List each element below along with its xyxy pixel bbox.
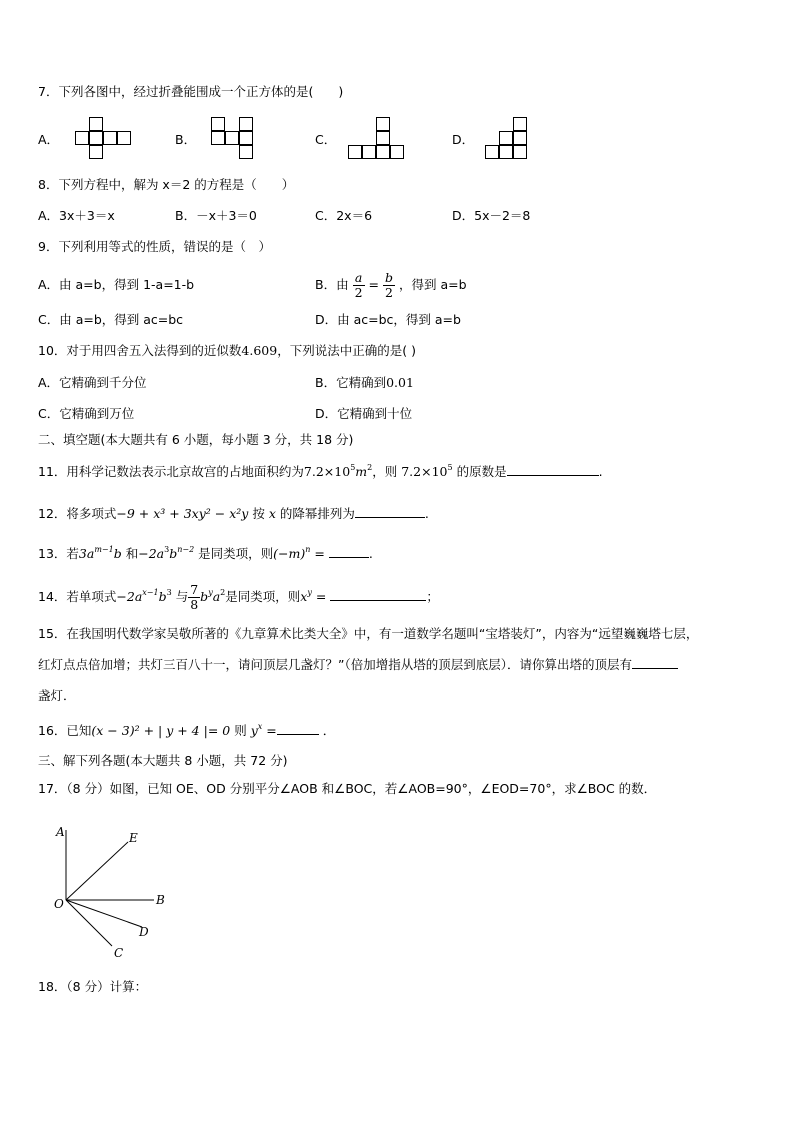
q16-answer-blank[interactable] bbox=[277, 722, 319, 735]
ray-od bbox=[66, 900, 142, 927]
q9-option-d: D．由 ac=bc，得到 a=b bbox=[315, 312, 461, 327]
q18-stem: 18．（8 分）计算： bbox=[38, 979, 148, 994]
label-a: A bbox=[56, 825, 65, 839]
label-o: O bbox=[54, 897, 64, 911]
q13-answer-blank[interactable] bbox=[329, 545, 369, 558]
q8-option-b: B．－x＋3＝0 bbox=[175, 208, 257, 223]
q16: 16．已知(x − 3)² + | y + 4 |= 0 则 $y^x$ = ． bbox=[38, 722, 336, 738]
q7-option-b-label: B． bbox=[175, 132, 197, 147]
q15-line-3: 盏灯． bbox=[38, 688, 76, 703]
q7-stem: 7．下列各图中，经过折叠能围成一个正方体的是( ) bbox=[38, 84, 344, 99]
q13: 13．若$3a^{m-1}b$ 和$-2a^3b^{n-2}$ 是同类项，则$(-m)^n$ = . bbox=[38, 545, 373, 561]
q9-stem: 9．下列利用等式的性质，错误的是（ ） bbox=[38, 239, 271, 254]
section-3-heading: 三、解下列各题(本大题共 8 小题，共 72 分) bbox=[38, 753, 288, 768]
q9-option-c: C．由 a=b，得到 ac=bc bbox=[38, 312, 184, 327]
q8-option-c: C．2x＝6 bbox=[315, 208, 373, 223]
q9-option-b bbox=[315, 268, 467, 302]
q15-line-2: 红灯点点倍加增；共灯三百八十一，请问顶层几盏灯？”（倍加增指从塔的顶层到底层）．请你算出塔的顶层有 bbox=[38, 656, 678, 674]
q9-fraction-b-over-2: $\frac{b}{2}$ bbox=[384, 270, 393, 300]
q15-line-1: 15．在我国明代数学家吴敬所著的《九章算术比类大全》中，有一道数学名题叫“宝塔装灯”，内容为“远望巍巍塔七层， bbox=[38, 626, 699, 641]
q10-option-b: B．它精确到0.01 bbox=[315, 375, 414, 390]
q17-stem: 17．（8 分）如图，已知 OE、OD 分别平分∠AOB 和∠BOC，若∠AOB=90°，∠EOD=70°，求∠BOC 的数． bbox=[38, 781, 657, 796]
q8-stem: 8．下列方程中，解为 x＝2 的方程是（ ） bbox=[38, 177, 295, 192]
q10-stem: 10．对于用四舍五入法得到的近似数4.609，下列说法中正确的是( ) bbox=[38, 343, 416, 358]
q14-answer-blank[interactable] bbox=[330, 588, 426, 601]
q12-answer-blank[interactable] bbox=[355, 505, 425, 518]
q15-answer-blank[interactable] bbox=[632, 656, 678, 669]
q8-option-a: A．3x＋3＝x bbox=[38, 208, 115, 223]
q17-angle-figure bbox=[50, 820, 180, 965]
ray-oc bbox=[66, 900, 112, 946]
q8-option-d: D．5x－2＝8 bbox=[452, 208, 531, 223]
q9-equals: = bbox=[368, 277, 379, 292]
q10-option-d: D．它精确到十位 bbox=[315, 406, 413, 421]
q7-option-d-label: D． bbox=[452, 132, 475, 147]
q12: 12．将多项式−9 + x³ + 3xy² − x²y 按 x 的降幂排列为 . bbox=[38, 506, 429, 521]
ray-oe bbox=[66, 842, 128, 900]
label-c: C bbox=[114, 946, 124, 960]
section-2-heading: 二、填空题(本大题共有 6 小题，每小题 3 分，共 18 分) bbox=[38, 432, 354, 447]
q9-option-b-suffix: ，得到 a=b bbox=[398, 277, 467, 292]
q10-option-c: C．它精确到万位 bbox=[38, 406, 135, 421]
q11: 11．用科学记数法表示北京故宫的占地面积约为$7.2\times 10^5m^2$，则 $7.2\times 10^5$ 的原数是 . bbox=[38, 463, 603, 479]
q14: 14．若单项式$-2a^{x-1}b^3$ 与 $\frac{7}{8}$ $b^ya^2$是同类项，则$x^y$ = ； bbox=[38, 582, 439, 612]
q9-fraction-a-over-2: $\frac{a}{2}$ bbox=[354, 270, 363, 300]
label-e: E bbox=[129, 831, 138, 845]
label-b: B bbox=[156, 893, 165, 907]
label-d: D bbox=[139, 925, 149, 939]
q7-option-a-label: A． bbox=[38, 132, 60, 147]
q9-option-a: A．由 a=b，得到 1-a=1-b bbox=[38, 277, 195, 292]
q11-answer-blank[interactable] bbox=[507, 463, 599, 476]
q7-option-c-label: C． bbox=[315, 132, 337, 147]
q10-option-a: A．它精确到千分位 bbox=[38, 375, 147, 390]
q9-option-b-prefix: B．由 bbox=[315, 277, 349, 292]
q14-fraction-7-8: $\frac{7}{8}$ bbox=[190, 582, 199, 612]
